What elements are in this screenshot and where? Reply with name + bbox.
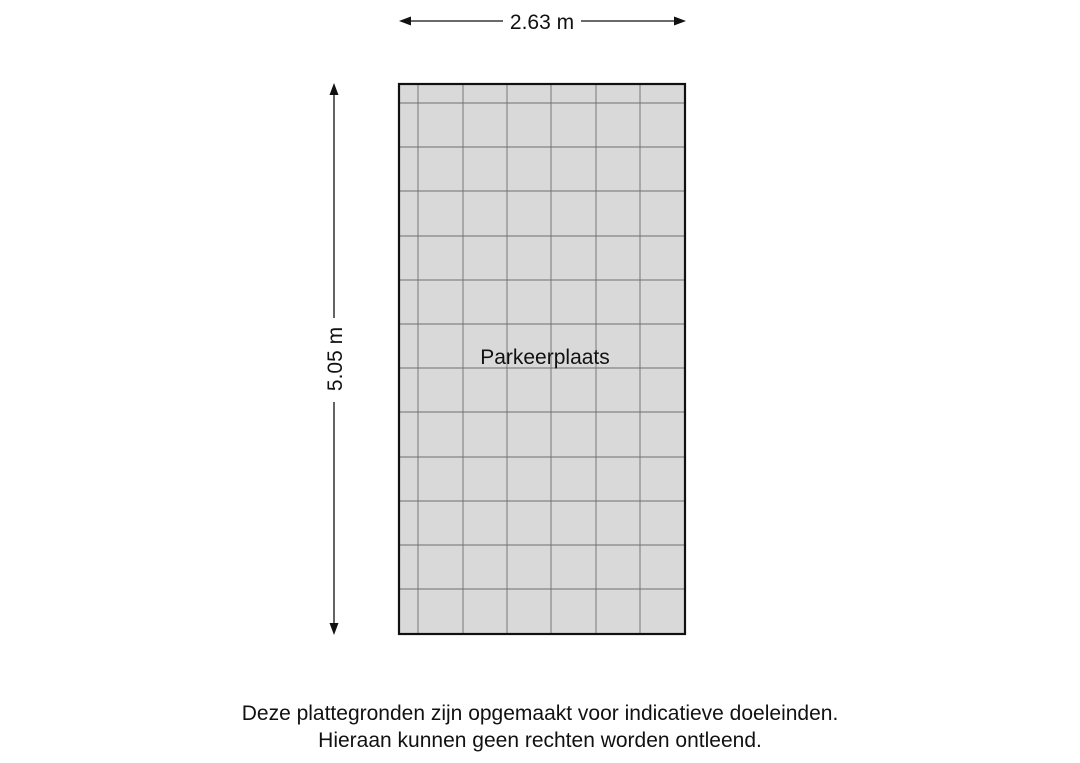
room-parkeerplaats — [399, 84, 685, 634]
arrow-right-icon — [674, 17, 686, 26]
height-dimension-label: 5.05 m — [324, 326, 347, 392]
disclaimer-line-1: Deze plattegronden zijn opgemaakt voor indicatieve doeleinden. — [241, 702, 839, 725]
arrow-up-icon — [330, 83, 339, 95]
disclaimer-line-2: Hieraan kunnen geen rechten worden ontleend. — [318, 729, 762, 752]
width-dimension — [399, 11, 686, 34]
width-dimension-label: 2.63 m — [509, 11, 575, 34]
arrow-left-icon — [399, 17, 411, 26]
room-label: Parkeerplaats — [480, 346, 610, 369]
arrow-down-icon — [330, 623, 339, 635]
height-dimension — [324, 83, 347, 635]
disclaimer — [0, 700, 1080, 754]
